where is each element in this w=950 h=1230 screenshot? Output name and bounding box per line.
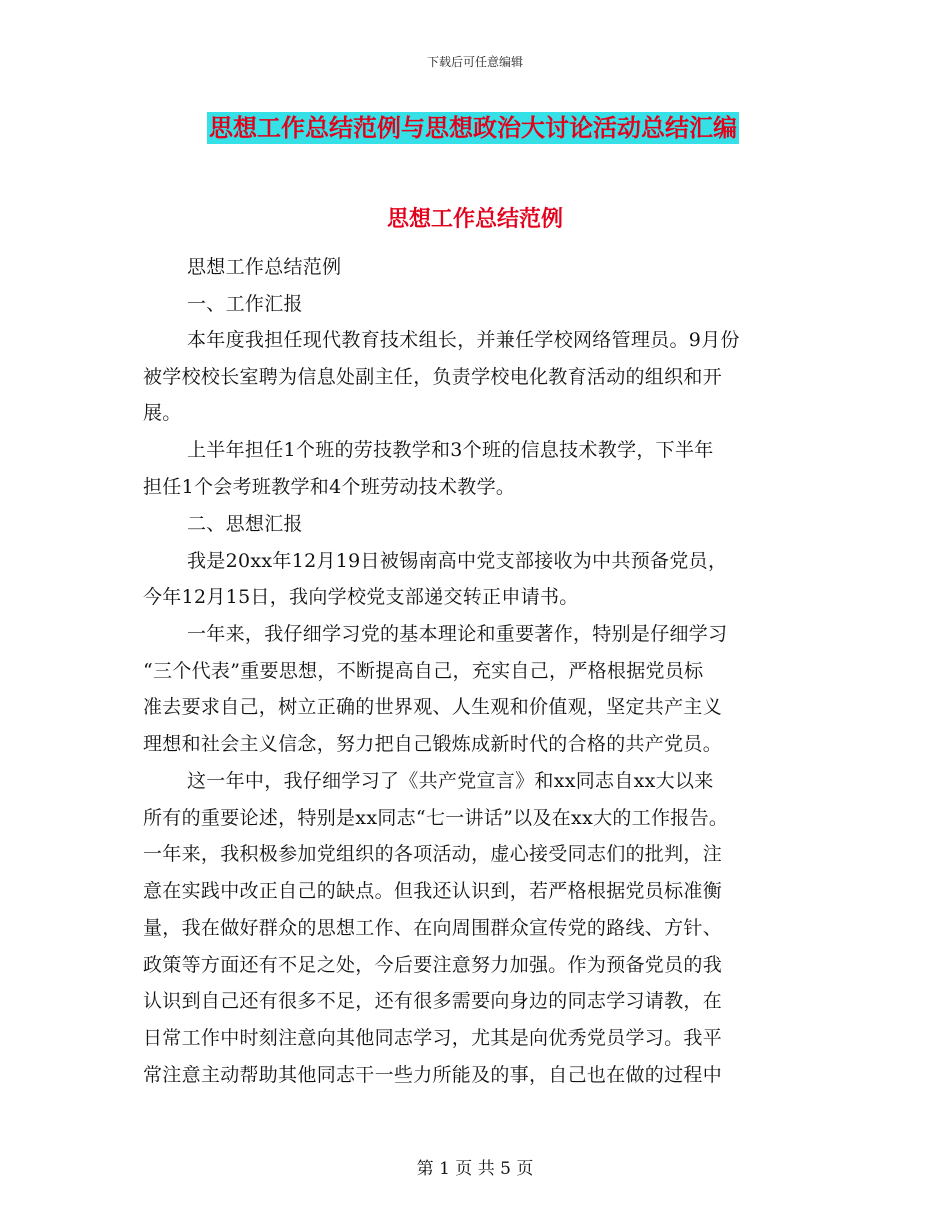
body-line: 准去要求自己，树立正确的世界观、人生观和价值观，坚定共产主义: [143, 696, 723, 718]
body-line: 理想和社会主义信念，努力把自己锻炼成新时代的合格的共产党员。: [143, 733, 723, 755]
header-note: 下载后可任意编辑: [426, 55, 523, 69]
body-line: 担任1个会考班教学和4个班劳动技术教学。: [143, 476, 516, 498]
body-line: 常注意主动帮助其他同志干一些力所能及的事，自己也在做的过程中: [143, 1064, 723, 1086]
body-line: 日常工作中时刻注意向其他同志学习，尤其是向优秀党员学习。我平: [143, 1027, 723, 1049]
body-line: 这一年中，我仔细学习了《共产党宣言》和xx同志自xx大以来: [187, 770, 714, 792]
body-line: 今年12月15日，我向学校党支部递交转正申请书。: [143, 586, 579, 608]
body-line: 一、工作汇报: [187, 293, 303, 315]
page-number: 第 1 页 共 5 页: [416, 1159, 534, 1179]
body-line: 意在实践中改正自己的缺点。但我还认识到，若严格根据党员标准衡: [143, 880, 723, 902]
body-line: 本年度我担任现代教育技术组长，并兼任学校网络管理员。9月份: [187, 329, 740, 351]
body-line: 思想工作总结范例: [187, 256, 342, 278]
body-line: 二、思想汇报: [187, 513, 303, 535]
section-title: 思想工作总结范例: [386, 207, 563, 232]
body-line: 所有的重要论述，特别是xx同志“七一讲话”以及在xx大的工作报告。: [143, 807, 729, 829]
body-line: 一年来，我积极参加党组织的各项活动，虚心接受同志们的批判，注: [143, 843, 723, 865]
body-line: 量，我在做好群众的思想工作、在向周围群众宣传党的路线、方针、: [143, 917, 723, 939]
body-line: 一年来，我仔细学习党的基本理论和重要著作，特别是仔细学习: [187, 623, 728, 645]
body-line: “三个代表”重要思想，不断提高自己，充实自己，严格根据党员标: [143, 660, 704, 682]
body-line: 我是20xx年12月19日被锡南高中党支部接收为中共预备党员，: [187, 550, 728, 572]
body-line: 政策等方面还有不足之处，今后要注意努力加强。作为预备党员的我: [143, 954, 723, 976]
body-line: 认识到自己还有很多不足，还有很多需要向身边的同志学习请教，在: [143, 990, 723, 1012]
main-title: 思想工作总结范例与思想政治大讨论活动总结汇编: [209, 114, 737, 142]
body-line: 被学校校长室聘为信息处副主任，负责学校电化教育活动的组织和开: [143, 366, 723, 388]
body-line: 展。: [143, 402, 182, 424]
body-line: 上半年担任1个班的劳技教学和3个班的信息技术教学，下半年: [187, 439, 714, 461]
